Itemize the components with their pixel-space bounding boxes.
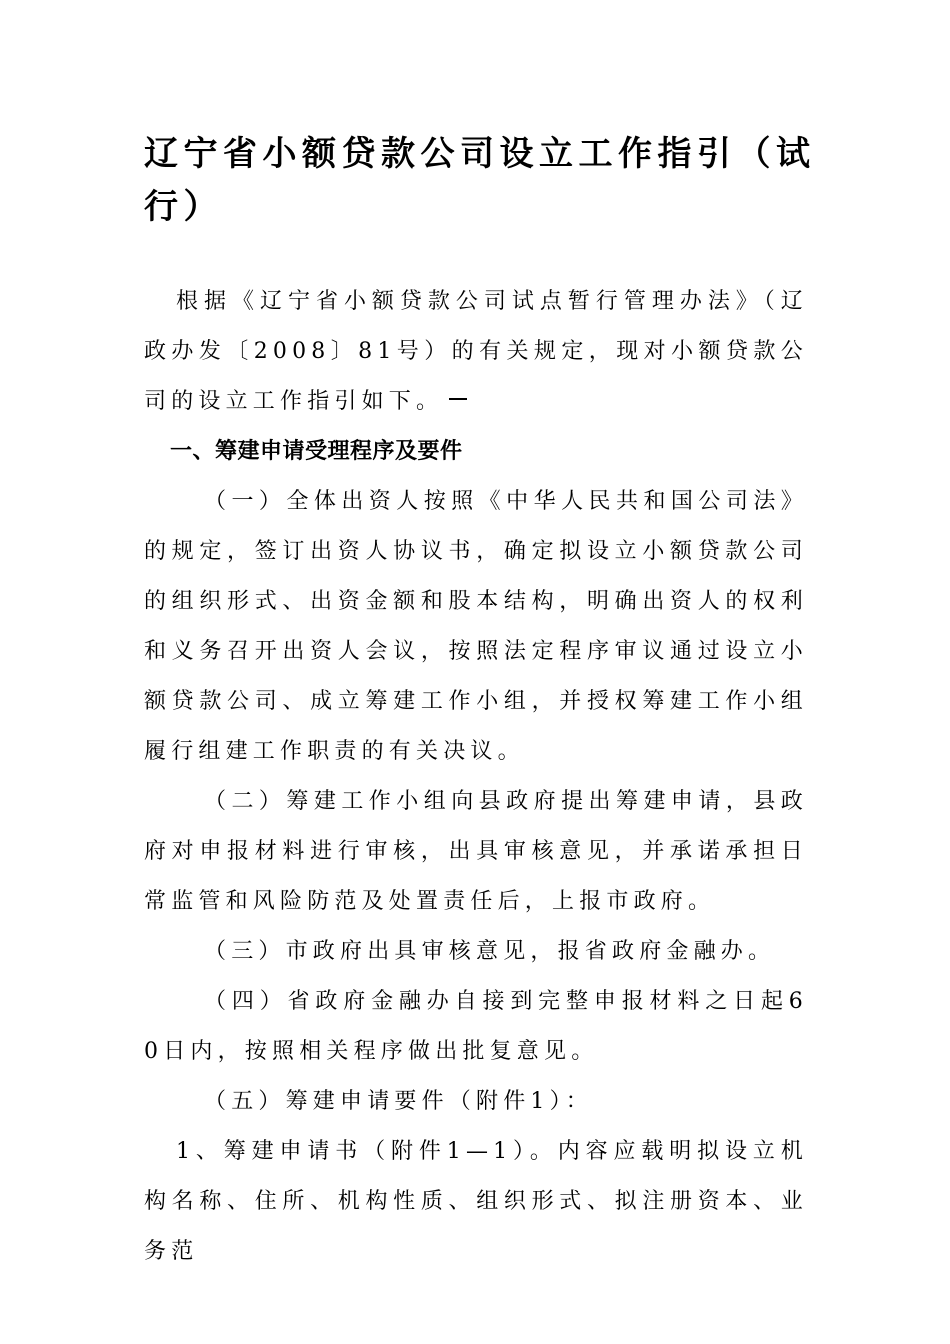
paragraph-mark-icon — [449, 398, 467, 410]
paragraph-5: （五）筹建申请要件（附件1）： — [204, 1089, 593, 1114]
document-body — [144, 277, 808, 1277]
paragraph-2: （二）筹建工作小组向县政府提出筹建申请，县政府对申报材料进行审核，出具审核意见，并承诺承担日常监管和风险防范及处置责任后，上报市政府。 — [144, 789, 808, 914]
intro-text: 根据《辽宁省小额贷款公司试点暂行管理办法》（辽政办发〔2008〕81号）的有关规定，现对小额贷款公司的设立工作指引如下。 — [144, 289, 808, 414]
section-heading: 一、筹建申请受理程序及要件 — [170, 439, 463, 464]
paragraph-6: 1、筹建申请书（附件1—1）。内容应载明拟设立机构名称、住所、机构性质、组织形式、拟注册资本、业务范 — [144, 1139, 808, 1264]
paragraph-1: （一）全体出资人按照《中华人民共和国公司法》的规定，签订出资人协议书，确定拟设立小额贷款公司的组织形式、出资金额和股本结构，明确出资人的权利和义务召开出资人会议，按照法定程序审议通过设立小额贷款公司、成立筹建工作小组，并授权筹建工作小组履行组建工作职责的有关决议。 — [144, 489, 808, 764]
document-title: 辽宁省小额贷款公司设立工作指引（试行） — [144, 134, 816, 227]
intro-paragraph — [144, 277, 808, 427]
paragraph-4: （四）省政府金融办自接到完整申报材料之日起60日内，按照相关程序做出批复意见。 — [144, 989, 808, 1064]
paragraph-3: （三）市政府出具审核意见，报省政府金融办。 — [204, 939, 776, 964]
